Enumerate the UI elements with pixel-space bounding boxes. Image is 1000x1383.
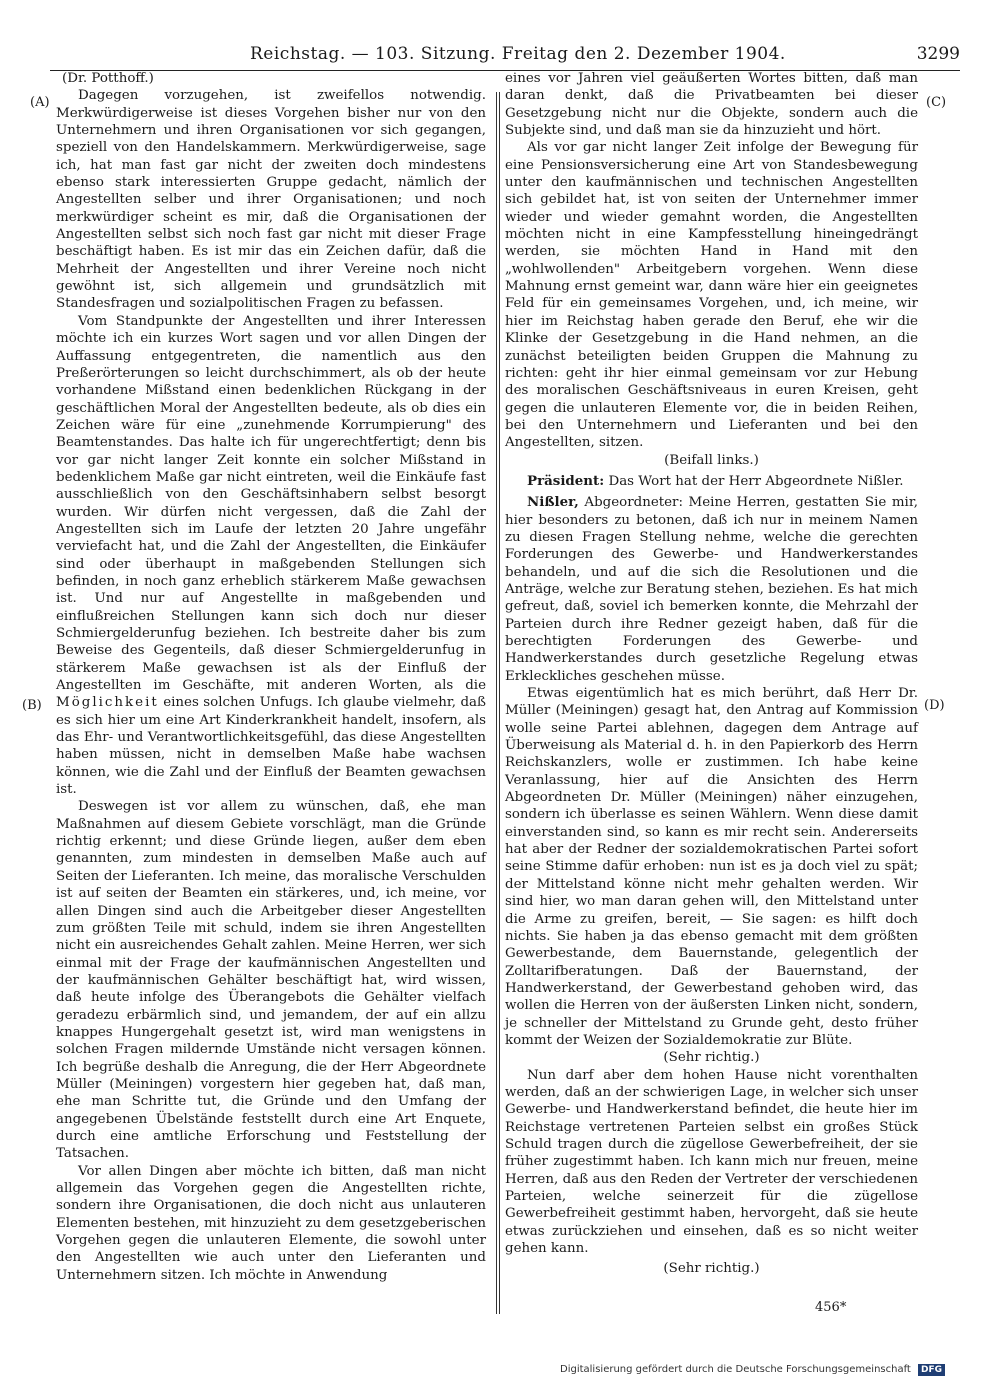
paragraph-text: eines solchen Unfugs. Ich glaube vielmehr, daß es sich hier um eine Art Kinderkrankheit handelt, insofern, als das Ehr- und Verantwortlichkeitsgefühl, das diese Angestellten haben müssen, nicht in demselben Maße habe wachsen können, wie die Zahl und der Einfluß der Beamten gewachsen ist.: [56, 695, 486, 798]
paragraph: Dagegen vorzugehen, ist zweifellos notwendig. Merkwürdigerweise ist dieses Vorgehen bisher nur von den Unternehmern und ihren Organisationen vor sich gegangen, speziell von den Handelskammern. Merkwürdigerweise, sage ich, hat man fast gar nicht der zweiten doch mindestens ebenso stark interessierten Gruppe gedacht, nämlich der Angestellten selber und ihrer Organisationen; und noch merkwürdiger scheint es mir, daß die Organisationen der Angestellten selbst sich noch fast gar nicht mit dieser Frage beschäftigt haben. Es ist mir das ein Zeichen dafür, daß die Mehrheit der Angestellten und ihrer Vereine noch nicht gewöhnt ist, sich allgemein und grundsätzlich mit Standesfragen und sozialpolitischen Fragen zu befassen.: [56, 88, 486, 312]
paragraph: Etwas eigentümlich hat es mich berührt, daß Herr Dr. Müller (Meiningen) gesagt hat, den Antrag auf Kommission wolle seine Partei ablehnen, dagegen dem Antrage auf Überweisung als Material d. h. in den Papierkorb des Herrn Reichskanzlers, wolle er zustimmen. Ich habe keine Veranlassung, hier auf die Ansichten des Herrn Abgeordneten Dr. Müller (Meiningen) näher einzugehen, sondern ich überlasse es seinen Wählern. Wenn diese damit einverstanden sind, so kann es mir recht sein. Andererseits hat aber der Redner der sozialdemokratischen Partei sofort seine Stimme dafür erhoben: nun ist es ja doch viel zu spät; der Mittelstand könne nicht mehr gehalten werden. Wir sind hier, wo man daran gehen will, den Mittelstand unter die Arme zu greifen, bereit, — Sie sagen: es hilft doch nichts. Sie haben ja das ebenso gemacht mit dem größten Gewerbestande, dem Bauernstande, gelegentlich der Zolltarifberatungen. Daß der Bauernstand, der Handwerkerstand, der Gewerbestand gehoben wird, das wollen die Herren von der äußersten Linken nicht, sondern, je schneller der Mittelstand zu Grunde geht, desto früher kommt der Weizen der Sozialdemokratie zur Blüte.: [505, 686, 918, 1048]
footer: [560, 1364, 945, 1376]
speaker-name: Nißler,: [527, 494, 579, 511]
interjection: (Beifall links.): [664, 452, 759, 468]
signature-mark: 456*: [815, 1300, 847, 1315]
margin-letter-c: (C): [926, 95, 947, 110]
left-column: [56, 70, 486, 1284]
emphasized-word: Möglichkeit: [56, 695, 159, 711]
column-divider: [499, 92, 500, 1314]
speaker-continuation: (Dr. Potthoff.): [62, 71, 154, 86]
margin-letter-a: (A): [30, 95, 50, 110]
paragraph: Vor allen Dingen aber möchte ich bitten, daß man nicht allgemein das Vorgehen gegen die Angestellten richte, sondern ihre Organisationen, die doch nicht aus unlauteren Elementen bestehen, mit hinzuzieht zu dem gesetzgeberischen Vorgehen gegen die unlauteren Elemente, die sowohl unter den Angestellten wie auch unter den Lieferanten und Unternehmern sitzen. Ich möchte in Anwendung: [56, 1163, 486, 1283]
speaker-role: Abgeordneter:: [584, 495, 683, 511]
column-divider: [496, 92, 497, 1314]
interjection: (Sehr richtig.): [663, 1261, 760, 1277]
paragraph-text: Meine Herren, gestatten Sie mir, hier besonders zu betonen, daß ich nur in meinem Namen zu diesen Fragen Stellung nehme, welche die gerechten Forderungen des Gewerbe- und Handwerkerstandes behandeln, und auf die sich die Resolutionen und die Anträge, welche zur Beratung stehen, beziehen. Es hat mich gefreut, daß, soviel ich bemerken konnte, die Mehrzahl der Parteien durch ihre Redner gezeigt haben, daß für die berechtigten Forderungen des Gewerbe- und Handwerkerstandes durch gesetzliche Regelung etwas Erkleckliches geschehen müsse.: [505, 495, 919, 684]
footer-text: Digitalisierung gefördert durch die Deutsche Forschungsgemeinschaft: [560, 1364, 911, 1375]
paragraph: Nun darf aber dem hohen Hause nicht vorenthalten werden, daß an der schwierigen Lage, in welcher sich unser Gewerbe- und Handwerkerstand befindet, die heute hier im Reichstage vertretenen Parteien selbst ein großes Stück Schuld tragen durch die zügellose Gewerbefreiheit, der sie früher zugestimmt haben. Ich kann mich nur freuen, meine Herren, daß aus den Reden der Vertreter der verschiedenen Parteien, welche seinerzeit für die zügellose Gewerbefreiheit gestimmt haben, hervorgeht, daß sie heute etwas zurückziehen und einsehen, daß es so nicht weiter gehen kann.: [505, 1067, 918, 1257]
dfg-logo: DFG: [918, 1364, 945, 1376]
margin-letter-b: (B): [22, 698, 42, 713]
header-title: Reichstag. — 103. Sitzung. Freitag den 2. Dezember 1904.: [250, 44, 786, 64]
president-statement: [505, 473, 918, 490]
speaker-label: Präsident:: [527, 472, 605, 489]
paragraph: eines vor Jahren viel geäußerten Wortes bitten, daß man daran denkt, daß die Privatbeamten bei dieser Gesetzgebung nicht nur die Objekte, sondern auch die Subjekte sind, und daß man sie da hinzuzieht und hört.: [505, 71, 918, 139]
paragraph-text: Vom Standpunkte der Angestellten und ihrer Interessen möchte ich ein kurzes Wort sagen und vor allen Dingen der Auffassung entgegentreten, die namentlich aus den Preßerörterungen so leicht durchschimmert, als ob der heute vorhandene Mißstand einen bedenklichen Rückgang in der geschäftlichen Moral der Angestellten bedeute, als ob dies ein Zeichen wäre für eine „zunehmende Korrumpierung" des Beamtenstandes. Das halte ich für ungerechtfertigt; denn bis vor gar nicht langer Zeit konnte ein solcher Mißstand in bedenklichem Maße gar nicht eintreten, weil die Einkäufe fast ausschließlich von den Geschäftsinhabern selbst besorgt wurden. Wir dürfen nicht vergessen, daß die Zahl der Angestellten sich im Laufe der letzten 20 Jahre ungefähr verviefacht hat, und die Zahl der Angestellten, die Einkäufer sind oder überhaupt in maßgebenden Stellungen sich befinden, in noch ganz erheblich stärkerem Maße gewachsen ist. Und nur auf Angestellte in maßgebenden und einflußreichen Stellungen kann sich doch nur dieser Schmiergelderunfug beziehen. Ich bestreite daher bis zum Beweise des Gegenteils, daß dieser Schmiergelderunfug in stärkerem Maße gewachsen ist als der Einfluß der Angestellten im Geschäfte, mit anderen Worten, als die: [56, 313, 486, 694]
paragraph: Als vor gar nicht langer Zeit infolge der Bewegung für eine Pensionsversicherung eine Art von Standesbewegung unter den kaufmännischen und technischen Angestellten sich gebildet hat, ist von seiten der Unternehmer immer wieder und wieder gemahnt worden, die Angestellten möchten nicht in eine Kampfesstellung hineingedrängt werden, sie möchten Hand in Hand mit den „wohlwollenden" Arbeitgebern vorgehen. Wenn diese Mahnung ernst gemeint war, dann wäre hier ein geeignetes Feld für ein gemeinsames Vorgehen, und, ich meine, wir hier im Reichstag haben gerade den Beruf, ehe wir die Klinke der Gesetzgebung in die Hand nehmen, an die zunächst beteiligten beiden Gruppen die Mahnung zu richten: geht ihr hier einmal gemeinsam vor zur Hebung des moralischen Geschäftsniveaus in euren Kreisen, geht gegen die unlauteren Elemente vor, die in beiden Reihen, bei den Unternehmern und Lieferanten und bei den Angestellten, sitzen.: [505, 140, 918, 451]
statement-text: Das Wort hat der Herr Abgeordnete Nißler.: [608, 473, 904, 489]
paragraph: [505, 494, 918, 685]
paragraph: [56, 313, 486, 799]
running-header: [250, 44, 950, 64]
margin-letter-d: (D): [924, 698, 945, 713]
paragraph: Deswegen ist vor allem zu wünschen, daß, ehe man Maßnahmen auf diesem Gebiete vorschlägt, man die Gründe richtig erkennt; und diese Gründe liegen, außer dem eben genannten, zum mindesten in demselben Maße auch auf Seiten der Lieferanten. Ich meine, das moralische Verschulden ist auf seiten der Beamten ein stärkeres, und, ich meine, vor allen Dingen sind auch die Arbeitgeber dieser Angestellten zum größten Teile mit schuld, indem sie ihren Angestellten nicht ein ausreichendes Gehalt zahlen. Meine Herren, wer sich einmal mit der Frage der kaufmännischen Angestellten und der kaufmännischen Gehälter beschäftigt hat, wird wissen, daß heute infolge des Überangebots die Gehälter vielfach geradezu erbärmlich sind, und jemandem, der auf ein allzu knappes Hungergehalt gesetzt ist, wird man wenigstens in solchen Fragen mildernde Umstände nicht versagen können. Ich begrüße deshalb die Anregung, die der Herr Abgeordnete Müller (Meiningen) vorgestern hier gegeben hat, daß man, ehe man Schritte tut, die Gründe und den Umfang der angegebenen Übelstände feststellt durch eine Art Enquete, durch eine amtliche Erforschung und Feststellung der Tatsachen.: [56, 799, 486, 1162]
page-number: 3299: [916, 44, 960, 64]
interjection: (Sehr richtig.): [663, 1050, 760, 1066]
right-column: [505, 70, 918, 1278]
